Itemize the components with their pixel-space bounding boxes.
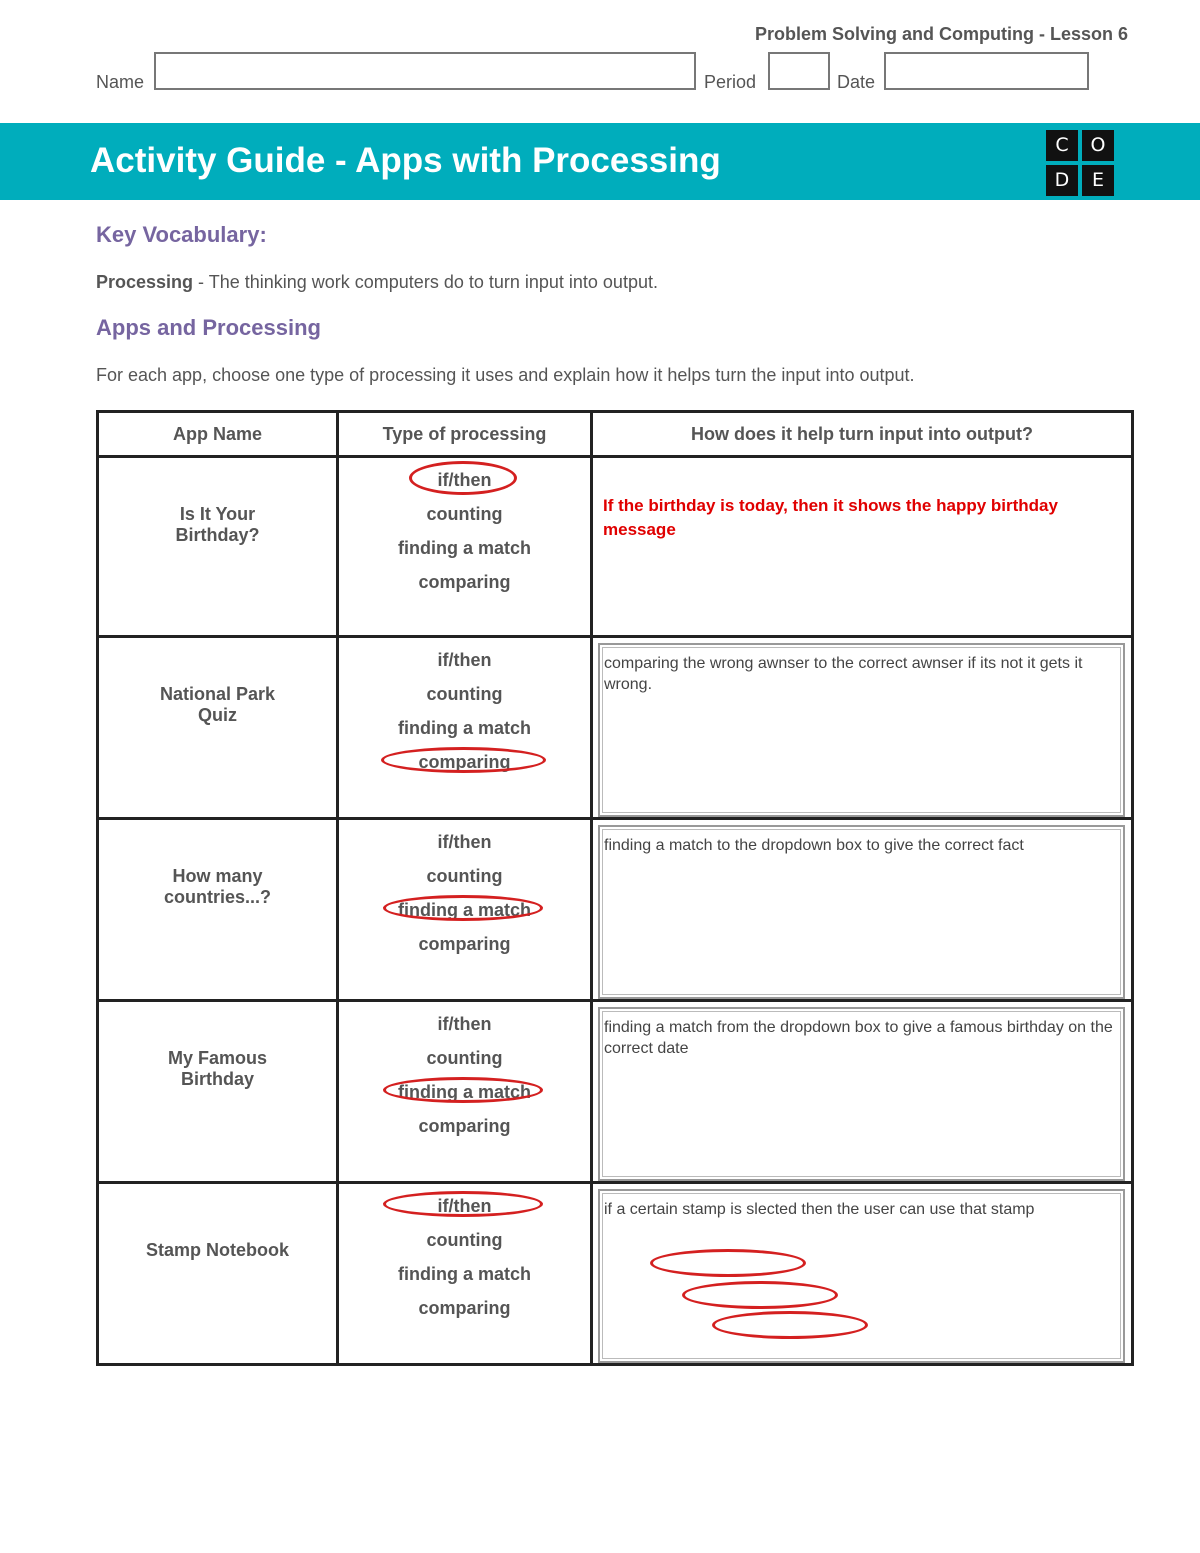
app-name: National Park Quiz (159, 683, 276, 725)
processing-option[interactable]: counting (426, 684, 503, 704)
instructions: For each app, choose one type of processing it uses and explain how it helps turn the input into output. (96, 365, 915, 385)
processing-option[interactable]: counting (426, 1230, 503, 1250)
stray-circle-annotation (712, 1311, 868, 1339)
logo-letter: E (1082, 165, 1114, 196)
processing-option[interactable]: finding a match (397, 1264, 531, 1284)
app-name-cell (98, 819, 338, 1001)
title-banner (0, 123, 1200, 200)
app-name: How many countries...? (163, 865, 271, 907)
header-type: Type of processing (338, 412, 592, 457)
app-name-cell (98, 1001, 338, 1183)
page-title: Activity Guide - Apps with Processing (90, 141, 721, 180)
app-name-cell (98, 637, 338, 819)
processing-option[interactable]: comparing (418, 572, 511, 592)
processing-option[interactable]: if/then (437, 832, 492, 852)
app-name: Is It Your Birthday? (175, 503, 260, 545)
processing-option[interactable]: finding a match (397, 538, 531, 558)
answer-cell (592, 637, 1133, 819)
app-name: My Famous Birthday (167, 1047, 268, 1089)
app-name: Stamp Notebook (145, 1240, 289, 1260)
answer-text: comparing the wrong awnser to the correct awnser if its not it gets it wrong. (604, 655, 1083, 693)
table-row (98, 1001, 1133, 1183)
table-row (98, 637, 1133, 819)
stray-circle-annotation (650, 1249, 806, 1277)
vocab-definition (96, 272, 658, 293)
processing-option[interactable]: comparing (418, 934, 511, 954)
apps-processing-heading: Apps and Processing (96, 315, 321, 340)
name-field[interactable] (154, 52, 696, 90)
processing-option[interactable]: if/then (437, 1196, 492, 1216)
vocab-term: Processing (96, 272, 194, 292)
processing-option[interactable]: if/then (437, 470, 492, 490)
answer-text: if a certain stamp is slected then the user can use that stamp (604, 1201, 1035, 1218)
stray-circle-annotation (682, 1281, 838, 1309)
processing-option[interactable]: if/then (437, 1014, 492, 1034)
answer-text: finding a match to the dropdown box to give the correct fact (604, 837, 1024, 854)
processing-option[interactable]: finding a match (397, 1082, 531, 1102)
table-row (98, 819, 1133, 1001)
processing-option[interactable]: comparing (418, 1298, 511, 1318)
selection-circle (383, 1077, 543, 1103)
table-row (98, 457, 1133, 637)
processing-type-cell (338, 819, 592, 1001)
name-label: Name (96, 72, 145, 92)
processing-option[interactable]: counting (426, 866, 503, 886)
selection-circle (383, 1191, 543, 1217)
code-logo (1044, 128, 1116, 198)
logo-letter: D (1046, 165, 1078, 196)
answer-cell (592, 1183, 1133, 1365)
name-period-date-bar (96, 52, 1096, 96)
processing-type-cell (338, 637, 592, 819)
course-lesson-title: Problem Solving and Computing - Lesson 6 (754, 24, 1128, 44)
processing-option[interactable]: counting (426, 1048, 503, 1068)
answer-text: If the birthday is today, then it shows the happy birthday message (603, 496, 1058, 539)
answer-cell (592, 819, 1133, 1001)
logo-letter: O (1082, 130, 1114, 161)
selection-circle (383, 895, 543, 921)
period-label: Period (704, 72, 757, 92)
vocab-definition-text: - The thinking work computers do to turn input into output. (193, 272, 658, 292)
date-field[interactable] (884, 52, 1089, 90)
answer-text: finding a match from the dropdown box to give a famous birthday on the correct date (604, 1019, 1113, 1057)
answer-field[interactable] (598, 643, 1125, 817)
selection-circle (409, 461, 517, 495)
key-vocabulary-heading: Key Vocabulary: (96, 222, 267, 247)
processing-option[interactable]: finding a match (397, 718, 531, 738)
answer-cell (592, 457, 1133, 637)
app-name-cell (98, 1183, 338, 1365)
processing-option[interactable]: comparing (418, 1116, 511, 1136)
processing-option[interactable]: counting (426, 504, 503, 524)
answer-field[interactable] (598, 1007, 1125, 1181)
table-row (98, 1183, 1133, 1365)
processing-type-cell (338, 1183, 592, 1365)
header-app-name: App Name (98, 412, 338, 457)
answer-cell (592, 1001, 1133, 1183)
processing-option[interactable]: comparing (418, 752, 511, 772)
period-field[interactable] (768, 52, 830, 90)
answer-field[interactable] (598, 1189, 1125, 1363)
answer-field[interactable] (598, 825, 1125, 999)
processing-type-cell (338, 457, 592, 637)
date-label: Date (837, 72, 876, 92)
processing-type-cell (338, 1001, 592, 1183)
logo-letter: C (1046, 130, 1078, 161)
app-name-cell (98, 457, 338, 637)
header-how: How does it help turn input into output? (592, 412, 1133, 457)
processing-option[interactable]: finding a match (397, 900, 531, 920)
processing-option[interactable]: if/then (437, 650, 492, 670)
apps-table (96, 410, 1134, 1366)
selection-circle (381, 747, 546, 773)
